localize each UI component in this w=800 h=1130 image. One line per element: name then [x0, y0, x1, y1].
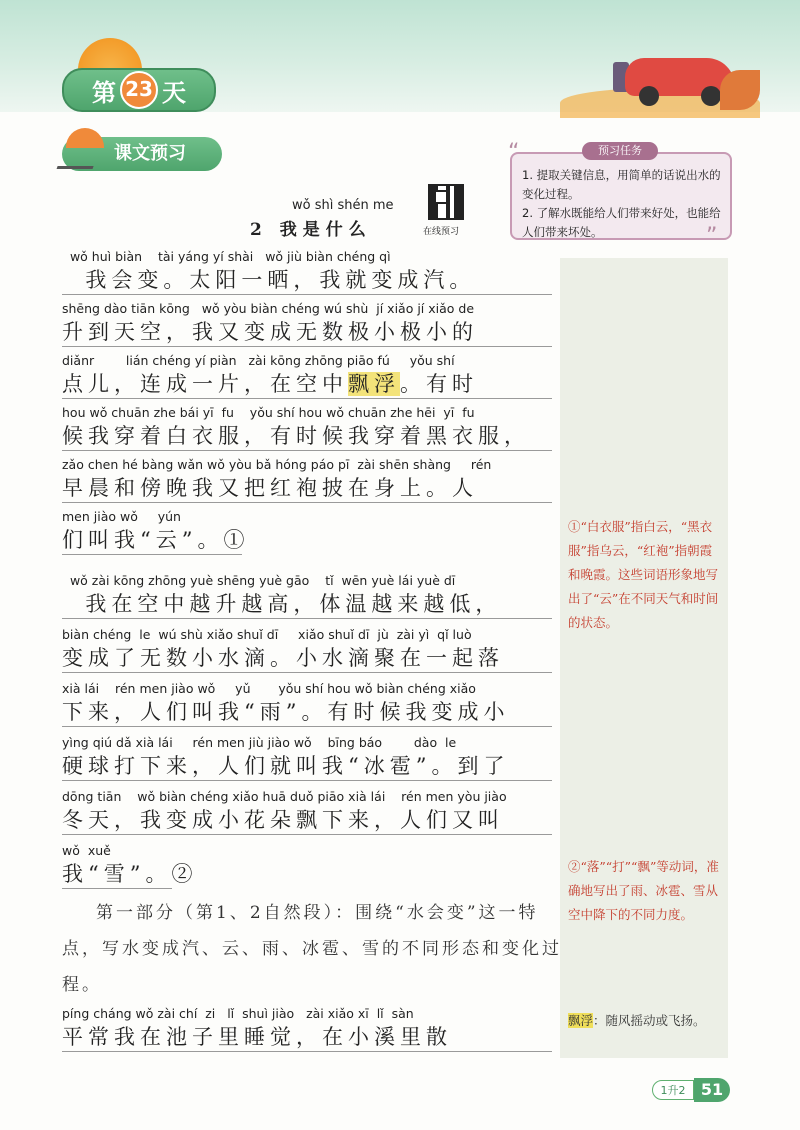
- pinyin-row: zǎo chen hé bàng wǎn wǒ yòu bǎ hóng páo pī zài shēn shàng rén: [62, 457, 492, 472]
- pinyin-row: men jiào wǒ yún: [62, 509, 181, 524]
- text-line: [62, 456, 552, 503]
- quote-open-icon: “: [508, 140, 520, 165]
- hanzi-row: 早晨和傍晚我又把红袍披在身上。人: [62, 474, 552, 503]
- text-line: [62, 352, 552, 399]
- pinyin-row: wǒ xuě: [62, 843, 111, 858]
- annotation-note-2: ②“落”“打”“飘”等动词，准确地写出了雨、冰雹、雪从空中降下的不同力度。: [568, 859, 719, 922]
- day-suffix: 天: [162, 78, 186, 107]
- qr-label: 在线预习: [423, 227, 460, 237]
- quote-close-icon: ”: [706, 224, 718, 249]
- text-line: [62, 626, 552, 673]
- pinyin-row: píng cháng wǒ zài chí zi lǐ shuì jiào zài xiǎo xī lǐ sàn: [62, 1006, 414, 1021]
- beach-chair-icon: [57, 150, 100, 169]
- pinyin-row: wǒ zài kōng zhōng yuè shēng yuè gāo tǐ wēn yuè lái yuè dī: [62, 573, 456, 588]
- page-number: 51: [694, 1078, 730, 1102]
- pinyin-row: wǒ huì biàn tài yáng yí shài wǒ jiù biàn chéng qì: [62, 249, 391, 264]
- pinyin-row: xià lái rén men jiào wǒ yǔ yǒu shí hou wǒ biàn chéng xiǎo: [62, 681, 476, 696]
- hanzi-row: 下来，人们叫我“雨”。有时候我变成小: [62, 698, 552, 727]
- lesson-title-text: 我是什么: [279, 220, 372, 240]
- qr-code-icon[interactable]: [428, 184, 464, 220]
- text-line: [62, 842, 198, 889]
- hanzi-row: 平常我在池子里睡觉，在小溪里散: [62, 1023, 552, 1052]
- hanzi-row: 我“雪”。②: [62, 860, 172, 889]
- highlighted-word: 飘浮: [348, 372, 400, 396]
- car-icon: [625, 58, 735, 96]
- text-line: [62, 680, 552, 727]
- hanzi-row: 升到天空，我又变成无数极小极小的: [62, 318, 552, 347]
- grade-tag: 1升2: [652, 1080, 694, 1100]
- lesson-number: 2: [250, 220, 268, 240]
- pinyin-row: dōng tiān wǒ biàn chéng xiǎo huā duǒ piāo xià lái rén men yòu jiào: [62, 789, 507, 804]
- preview-task-box: [510, 152, 732, 240]
- hanzi-row: 们叫我“云”。①: [62, 526, 242, 555]
- gloss-definition: ：随风摇动或飞扬。: [593, 1013, 706, 1028]
- hanzi-row: 冬天，我变成小花朵飘下来，人们又叫: [62, 806, 552, 835]
- day-number: 23: [120, 71, 158, 109]
- section-summary: 第一部分（第1、2自然段）：围绕“水会变”这一特点，写水变成汽、云、雨、冰雹、雪的不同形态和变化过程。: [62, 903, 562, 995]
- annotation-note-1: ①“白衣服”指白云，“黑衣服”指乌云，“红袍”指朝霞和晚霞。这些词语形象地写出了“云”在不同天气和时间的状态。: [568, 519, 719, 630]
- pinyin-row: yìng qiú dǎ xià lái rén men jiù jiào wǒ bīng báo dào le: [62, 735, 457, 750]
- hanzi-row: 变成了无数小水滴。小水滴聚在一起落: [62, 644, 552, 673]
- hanzi-row: [62, 370, 552, 399]
- pinyin-row: hou wǒ chuān zhe bái yī fu yǒu shí hou wǒ chuān zhe hēi yī fu: [62, 405, 475, 420]
- lesson-title-pinyin: wǒ shì shén me: [292, 198, 394, 213]
- hanzi-segment: 。有时: [400, 372, 478, 396]
- lesson-title: [250, 215, 372, 240]
- task-title: 预习任务: [582, 142, 658, 160]
- vocabulary-gloss: [568, 1010, 723, 1032]
- day-prefix: 第: [92, 78, 116, 107]
- annotation-sidebar: [560, 258, 728, 1058]
- umbrella-icon: [66, 128, 104, 148]
- hanzi-segment: 点儿，连成一片，在空中: [62, 372, 348, 396]
- text-line: [62, 300, 552, 347]
- text-line: [62, 788, 552, 835]
- pinyin-row: diǎnr lián chéng yí piàn zài kōng zhōng piāo fú yǒu shí: [62, 353, 455, 368]
- hanzi-row: 我会变。太阳一晒，我就变成汽。: [62, 266, 552, 295]
- text-line: [62, 734, 552, 781]
- text-line: [62, 572, 552, 619]
- text-line: [62, 508, 250, 555]
- task-item: 1. 提取关键信息，用简单的话说出水的变化过程。: [522, 168, 721, 201]
- hanzi-row: 硬球打下来，人们就叫我“冰雹”。到了: [62, 752, 552, 781]
- leaf-icon: [720, 70, 760, 110]
- pinyin-row: biàn chéng le wú shù xiǎo shuǐ dī xiǎo shuǐ dī jù zài yì qǐ luò: [62, 627, 472, 642]
- pinyin-row: shēng dào tiān kōng wǒ yòu biàn chéng wú shù jí xiǎo jí xiǎo de: [62, 301, 475, 316]
- text-line: [62, 404, 552, 451]
- hanzi-row: 候我穿着白衣服，有时候我穿着黑衣服，: [62, 422, 552, 451]
- hanzi-row: 我在空中越升越高，体温越来越低，: [62, 590, 552, 619]
- task-item: 2. 了解水既能给人们带来好处，也能给人们带来坏处。: [522, 206, 721, 239]
- gloss-word: 飘浮: [568, 1013, 594, 1028]
- text-line: [62, 248, 552, 295]
- section-title: 课文预习: [62, 137, 222, 171]
- day-badge: [62, 68, 216, 112]
- text-line: [62, 1005, 552, 1052]
